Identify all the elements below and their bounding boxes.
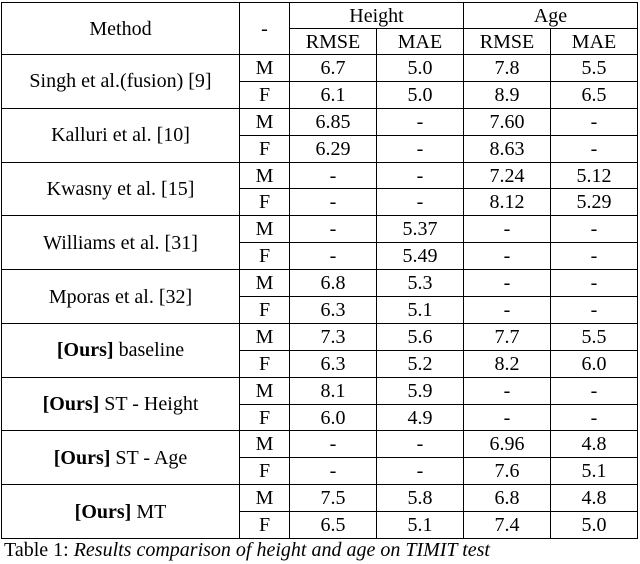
gender-cell: M — [240, 55, 290, 82]
value-cell: - — [551, 243, 638, 270]
value-cell: 7.6 — [464, 458, 551, 485]
value-cell: 7.4 — [464, 512, 551, 539]
value-cell: - — [377, 108, 464, 135]
header-age-rmse: RMSE — [464, 29, 551, 55]
value-cell: 6.1 — [290, 81, 377, 108]
value-cell: - — [464, 243, 551, 270]
value-cell: 8.9 — [464, 81, 551, 108]
value-cell: - — [551, 270, 638, 297]
value-cell: - — [464, 297, 551, 324]
value-cell: 5.5 — [551, 323, 638, 350]
gender-cell: M — [240, 162, 290, 189]
value-cell: 5.1 — [551, 458, 638, 485]
value-cell: 5.0 — [551, 512, 638, 539]
value-cell: 8.63 — [464, 135, 551, 162]
value-cell: 7.3 — [290, 323, 377, 350]
method-ours-tag: [Ours] — [74, 500, 132, 523]
method-ours-tag: [Ours] — [42, 393, 100, 416]
method-name: Mporas et al. [32] — [48, 285, 193, 308]
header-height-rmse: RMSE — [290, 29, 377, 55]
gender-cell: M — [240, 431, 290, 458]
value-cell: 5.0 — [377, 81, 464, 108]
gender-cell: M — [240, 485, 290, 512]
table-row — [2, 216, 638, 243]
value-cell: - — [377, 189, 464, 216]
value-cell: 8.12 — [464, 189, 551, 216]
value-cell: - — [551, 108, 638, 135]
value-cell: 6.0 — [551, 350, 638, 377]
value-cell: 5.9 — [377, 377, 464, 404]
method-cell — [2, 216, 240, 270]
method-name: Kwasny et al. [15] — [46, 177, 195, 200]
value-cell: 5.5 — [551, 55, 638, 82]
header-gender: - — [240, 3, 290, 55]
value-cell: - — [551, 135, 638, 162]
value-cell: 6.3 — [290, 297, 377, 324]
value-cell: - — [464, 270, 551, 297]
value-cell: 6.5 — [290, 512, 377, 539]
gender-cell: F — [240, 404, 290, 431]
caption-text: Results comparison of height and age on TIMIT test — [73, 539, 490, 561]
value-cell: 6.85 — [290, 108, 377, 135]
value-cell: 6.29 — [290, 135, 377, 162]
value-cell: 4.8 — [551, 485, 638, 512]
value-cell: 5.37 — [377, 216, 464, 243]
gender-cell: F — [240, 297, 290, 324]
method-cell — [2, 162, 240, 216]
method-name: Singh et al.(fusion) [9] — [29, 70, 212, 93]
value-cell: - — [464, 377, 551, 404]
method-ours-tag: [Ours] — [53, 446, 111, 469]
value-cell: 6.3 — [290, 350, 377, 377]
header-age-mae: MAE — [551, 29, 638, 55]
value-cell: 6.5 — [551, 81, 638, 108]
value-cell: 6.7 — [290, 55, 377, 82]
method-cell — [2, 108, 240, 162]
caption-label: Table 1: — [4, 539, 69, 561]
value-cell: 4.9 — [377, 404, 464, 431]
method-cell — [2, 55, 240, 109]
value-cell: 6.8 — [464, 485, 551, 512]
value-cell: 7.7 — [464, 323, 551, 350]
value-cell: 5.2 — [377, 350, 464, 377]
value-cell: 5.12 — [551, 162, 638, 189]
value-cell: 5.1 — [377, 297, 464, 324]
value-cell: 5.8 — [377, 485, 464, 512]
value-cell: 7.24 — [464, 162, 551, 189]
table-row — [2, 162, 638, 189]
gender-cell: F — [240, 350, 290, 377]
table-row — [2, 55, 638, 82]
value-cell: 4.8 — [551, 431, 638, 458]
value-cell: - — [377, 135, 464, 162]
gender-cell: F — [240, 512, 290, 539]
value-cell: 7.5 — [290, 485, 377, 512]
value-cell: - — [377, 458, 464, 485]
value-cell: - — [464, 404, 551, 431]
value-cell: - — [290, 243, 377, 270]
value-cell: 7.60 — [464, 108, 551, 135]
gender-cell: F — [240, 243, 290, 270]
value-cell: - — [551, 297, 638, 324]
value-cell: 7.8 — [464, 55, 551, 82]
value-cell: - — [551, 404, 638, 431]
gender-cell: F — [240, 135, 290, 162]
gender-cell: M — [240, 270, 290, 297]
method-ours-tag: [Ours] — [56, 339, 114, 362]
header-row-top — [2, 3, 638, 29]
table-row — [2, 323, 638, 350]
value-cell: 5.3 — [377, 270, 464, 297]
value-cell: 6.8 — [290, 270, 377, 297]
table-row — [2, 431, 638, 458]
header-height-mae: MAE — [377, 29, 464, 55]
value-cell: - — [290, 431, 377, 458]
method-name: Williams et al. [31] — [43, 231, 198, 254]
value-cell: - — [377, 431, 464, 458]
table-row — [2, 377, 638, 404]
value-cell: 6.96 — [464, 431, 551, 458]
method-name: baseline — [113, 339, 185, 362]
value-cell: - — [377, 162, 464, 189]
value-cell: 6.0 — [290, 404, 377, 431]
value-cell: - — [290, 458, 377, 485]
value-cell: - — [551, 216, 638, 243]
value-cell: 5.0 — [377, 55, 464, 82]
value-cell: 8.2 — [464, 350, 551, 377]
table-row — [2, 270, 638, 297]
header-method: Method — [2, 3, 240, 55]
gender-cell: F — [240, 81, 290, 108]
header-age: Age — [464, 3, 638, 29]
value-cell: 8.1 — [290, 377, 377, 404]
value-cell: - — [290, 216, 377, 243]
table-caption — [4, 538, 490, 562]
value-cell: - — [551, 377, 638, 404]
table-row — [2, 108, 638, 135]
value-cell: - — [290, 189, 377, 216]
gender-cell: M — [240, 108, 290, 135]
gender-cell: F — [240, 458, 290, 485]
value-cell: 5.49 — [377, 243, 464, 270]
method-cell — [2, 431, 240, 485]
method-cell — [2, 323, 240, 377]
value-cell: 5.1 — [377, 512, 464, 539]
value-cell: - — [464, 216, 551, 243]
gender-cell: M — [240, 216, 290, 243]
method-cell — [2, 270, 240, 324]
gender-cell: M — [240, 323, 290, 350]
value-cell: - — [290, 162, 377, 189]
table-row — [2, 485, 638, 512]
value-cell: 5.6 — [377, 323, 464, 350]
method-name: ST - Height — [99, 393, 199, 416]
method-name: ST - Age — [110, 446, 188, 469]
method-name: Kalluri et al. [10] — [51, 124, 190, 147]
results-table — [1, 2, 638, 539]
method-cell — [2, 485, 240, 539]
gender-cell: F — [240, 189, 290, 216]
method-name: MT — [131, 500, 167, 523]
method-cell — [2, 377, 240, 431]
value-cell: 5.29 — [551, 189, 638, 216]
gender-cell: M — [240, 377, 290, 404]
header-height: Height — [290, 3, 464, 29]
